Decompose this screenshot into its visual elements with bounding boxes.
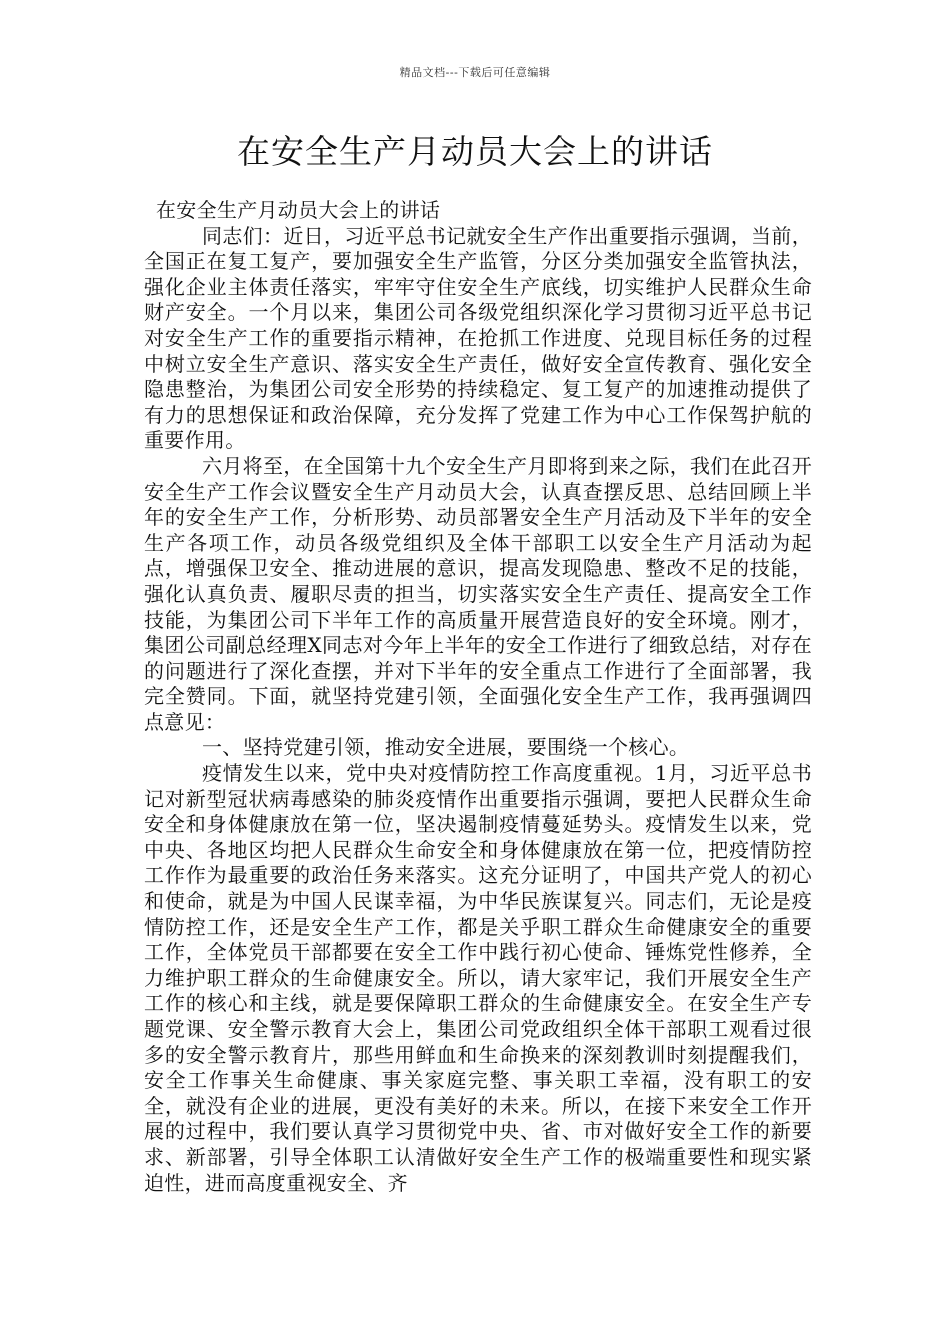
- document-body: [144, 198, 812, 1196]
- paragraph-greeting: 同志们：近日，习近平总书记就安全生产作出重要指示强调，当前，全国正在复工复产，要加强安全生产监管，分区分类加强安全监管执法，强化企业主体责任落实，牢牢守住安全生产底线，切实维护人民群众生命财产安全。一个月以来，集团公司各级党组织深化学习贯彻习近平总书记对安全生产工作的重要指示精神，在抢抓工作进度、兑现目标任务的过程中树立安全生产意识、落实安全生产责任，做好安全宣传教育、强化安全隐患整治，为集团公司安全形势的持续稳定、复工复产的加速推动提供了有力的思想保证和政治保障，充分发挥了党建工作为中心工作保驾护航的重要作用。: [144, 223, 812, 453]
- subtitle-line: 在安全生产月动员大会上的讲话: [156, 198, 441, 222]
- paragraph-epidemic: 疫情发生以来，党中央对疫情防控工作高度重视。1月，习近平总书记对新型冠状病毒感染的肺炎疫情作出重要指示强调，要把人民群众生命安全和身体健康放在第一位，坚决遏制疫情蔓延势头。疫情发生以来，党中央、各地区均把人民群众生命安全和身体健康放在第一位，把疫情防控工作作为最重要的政治任务来落实。这充分证明了，中国共产党人的初心和使命，就是为中国人民谋幸福，为中华民族谋复兴。同志们，无论是疫情防控工作，还是安全生产工作，都是关乎职工群众生命健康安全的重要工作，全体党员干部都要在安全工作中践行初心使命、锤炼党性修养，全力维护职工群众的生命健康安全。所以，请大家牢记，我们开展安全生产工作的核心和主线，就是要保障职工群众的生命健康安全。在安全生产专题党课、安全警示教育大会上，集团公司党政组织全体干部职工观看过很多的安全警示教育片，那些用鲜血和生命换来的深刻教训时刻提醒我们，安全工作事关生命健康、事关家庭完整、事关职工幸福，没有职工的安全，就没有企业的进展，更没有美好的未来。所以，在接下来安全工作开展的过程中，我们要认真学习贯彻党中央、省、市对做好安全工作的新要求、新部署，引导全体职工认清做好安全生产工作的极端重要性和现实紧迫性，进而高度重视安全、齐: [144, 761, 812, 1195]
- paragraph-meeting-purpose: 六月将至，在全国第十九个安全生产月即将到来之际，我们在此召开安全生产工作会议暨安全生产月动员大会，认真查摆反思、总结回顾上半年的安全生产工作，分析形势、动员部署安全生产月活动及下半年的安全生产各项工作，动员各级党组织及全体干部职工以安全生产月活动为起点，增强保卫安全、推动进展的意识，提高发现隐患、整改不足的技能，强化认真负责、履职尽责的担当，切实落实安全生产责任、提高安全工作技能，为集团公司下半年工作的高质量开展营造良好的安全环境。刚才，集团公司副总经理X同志对今年上半年的安全工作进行了细致总结，对存在的问题进行了深化查摆，并对下半年的安全重点工作进行了全面部署，我完全赞同。下面，就坚持党建引领，全面强化安全生产工作，我再强调四点意见：: [144, 453, 812, 734]
- document-title: 在安全生产月动员大会上的讲话: [237, 132, 713, 171]
- section-heading-1: 一、坚持党建引领，推动安全进展，要围绕一个核心。: [202, 735, 690, 760]
- header-note: 精品文档---下载后可任意编辑: [399, 66, 551, 79]
